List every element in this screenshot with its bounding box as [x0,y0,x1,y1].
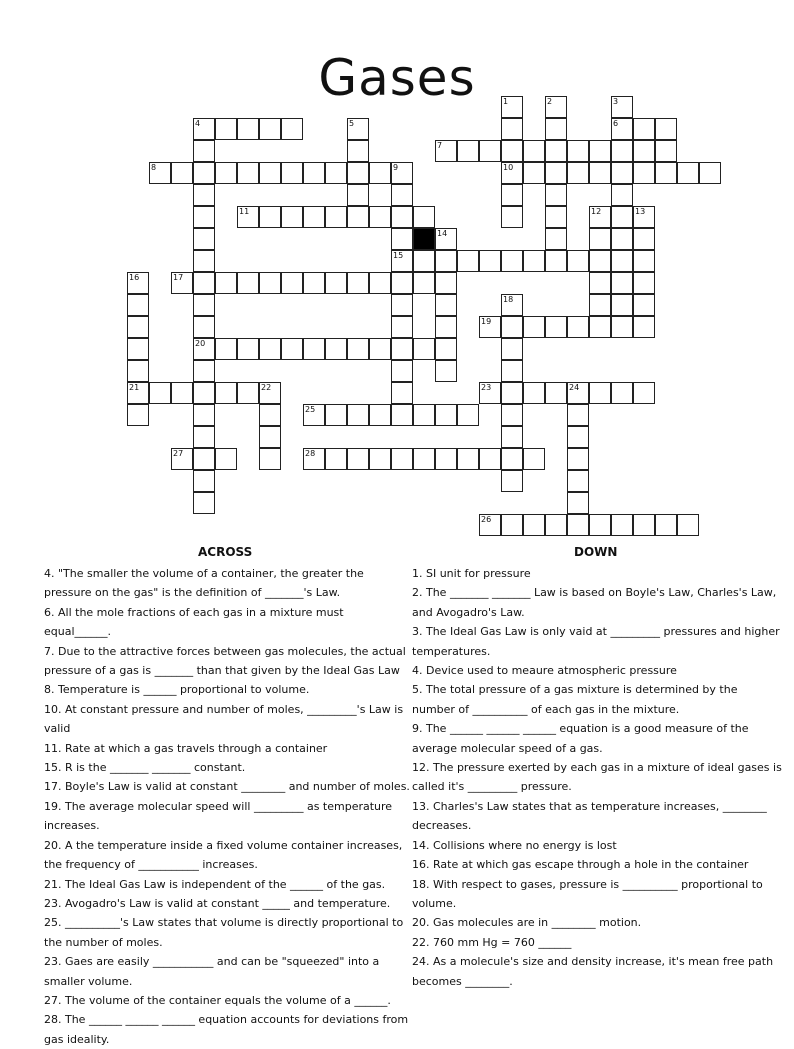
crossword-cell[interactable] [611,294,633,316]
crossword-cell[interactable] [347,272,369,294]
crossword-cell[interactable] [545,118,567,140]
crossword-cell[interactable] [215,272,237,294]
down-clue: 16. Rate at which gas escape through a hole in the container [412,858,749,872]
clue-number: 20 [195,339,206,348]
crossword-cell[interactable] [325,162,347,184]
crossword-cell[interactable] [281,206,303,228]
crossword-cell[interactable] [611,162,633,184]
crossword-cell[interactable] [633,272,655,294]
crossword-cell[interactable] [347,338,369,360]
crossword-cell[interactable] [325,448,347,470]
crossword-cell[interactable] [215,162,237,184]
crossword-cell[interactable] [479,140,501,162]
crossword-cell[interactable] [633,250,655,272]
crossword-cell[interactable] [413,206,435,228]
down-clues [412,564,782,991]
crossword-cell[interactable] [303,162,325,184]
crossword-cell[interactable] [677,162,699,184]
across-clue: 7. Due to the attractive forces between gas molecules, the actual pressure of a gas is _______ than that given by the Ideal Gas Law [44,644,406,678]
crossword-cell[interactable] [501,184,523,206]
crossword-cell[interactable] [347,448,369,470]
down-clue: 5. The total pressure of a gas mixture is determined by the number of __________ of each gas in the mixture. [412,683,738,716]
crossword-cell[interactable] [633,228,655,250]
clue-number: 17 [173,273,184,282]
crossword-cell[interactable] [391,382,413,404]
crossword-cell[interactable] [215,382,237,404]
crossword-cell[interactable] [237,162,259,184]
blocked-cell [413,228,435,250]
across-clue: 27. The volume of the container equals the volume of a ______. [44,993,391,1007]
clue-number: 23 [481,383,492,392]
crossword-cell[interactable] [611,140,633,162]
crossword-cell[interactable] [391,294,413,316]
crossword-cell[interactable] [237,338,259,360]
crossword-cell[interactable] [435,250,457,272]
clue-number: 4 [195,119,201,128]
crossword-cell[interactable] [193,360,215,382]
crossword-cell[interactable] [435,338,457,360]
crossword-cell[interactable] [193,448,215,470]
clue-number: 8 [151,163,157,172]
crossword-cell[interactable] [589,162,611,184]
clue-number: 1 [503,97,509,106]
crossword-cell[interactable] [391,184,413,206]
clue-number: 14 [437,229,448,238]
crossword-cell[interactable] [523,162,545,184]
across-clue: 23. Avogadro's Law is valid at constant _____ and temperature. [44,896,391,910]
crossword-cell[interactable] [501,118,523,140]
crossword-cell[interactable] [127,338,149,360]
crossword-cell[interactable] [413,448,435,470]
crossword-cell[interactable] [259,426,281,448]
down-heading: DOWN [574,545,618,559]
crossword-cell[interactable] [281,338,303,360]
crossword-cell[interactable] [655,514,677,536]
crossword-cell[interactable] [567,140,589,162]
crossword-cell[interactable] [127,294,149,316]
crossword-cell[interactable] [259,404,281,426]
crossword-cell[interactable] [611,514,633,536]
crossword-cell[interactable] [391,338,413,360]
clue-number: 7 [437,141,443,150]
crossword-cell[interactable] [523,382,545,404]
crossword-cell[interactable] [193,206,215,228]
crossword-cell[interactable] [611,382,633,404]
across-clue: 11. Rate at which a gas travels through a container [44,741,328,755]
crossword-cell[interactable] [501,206,523,228]
down-clue: 20. Gas molecules are in ________ motion. [412,916,642,930]
crossword-cell[interactable] [611,184,633,206]
crossword-cell[interactable] [171,162,193,184]
crossword-cell[interactable] [589,272,611,294]
clue-number: 22 [261,383,272,392]
crossword-cell[interactable] [347,184,369,206]
crossword-cell[interactable] [567,470,589,492]
crossword-cell[interactable] [347,162,369,184]
crossword-cell[interactable] [611,316,633,338]
crossword-cell[interactable] [545,250,567,272]
crossword-cell[interactable] [193,140,215,162]
crossword-cell[interactable] [589,140,611,162]
down-clue: 12. The pressure exerted by each gas in a mixture of ideal gases is called it's _________ pressure. [412,761,782,794]
crossword-cell[interactable] [325,404,347,426]
crossword-cell[interactable] [567,514,589,536]
crossword-cell[interactable] [589,316,611,338]
crossword-cell[interactable] [545,316,567,338]
crossword-cell[interactable] [303,338,325,360]
crossword-cell[interactable] [523,250,545,272]
crossword-cell[interactable] [655,162,677,184]
crossword-cell[interactable] [633,162,655,184]
clue-number: 28 [305,449,316,458]
down-clue: 1. SI unit for pressure [412,567,531,580]
clue-number: 26 [481,515,492,524]
across-heading: ACROSS [198,545,253,559]
crossword-cell[interactable] [633,382,655,404]
across-clue: 23. Gaes are easily ___________ and can be "squeezed" into a smaller volume. [44,955,380,988]
crossword-cell[interactable] [589,382,611,404]
crossword-cell[interactable] [567,250,589,272]
clue-number: 5 [349,119,355,128]
crossword-cell[interactable] [435,404,457,426]
crossword-cell[interactable] [127,316,149,338]
clue-number: 15 [393,251,404,260]
crossword-cell[interactable] [281,118,303,140]
crossword-cell[interactable] [369,206,391,228]
crossword-cell[interactable] [259,272,281,294]
crossword-cell[interactable] [457,250,479,272]
crossword-cell[interactable] [633,294,655,316]
crossword-cell[interactable] [127,404,149,426]
crossword-cell[interactable] [193,404,215,426]
clue-number: 16 [129,273,140,282]
clue-number: 2 [547,97,553,106]
crossword-cell[interactable] [193,316,215,338]
crossword-cell[interactable] [391,360,413,382]
across-clue: 20. A the temperature inside a fixed volume container increases, the frequency of ___________ increases. [44,838,403,872]
crossword-cell[interactable] [501,404,523,426]
crossword-cell[interactable] [435,316,457,338]
crossword-cell[interactable] [193,184,215,206]
down-clue: 4. Device used to meaure atmospheric pressure [412,664,677,678]
down-clue: 3. The Ideal Gas Law is only vaid at _________ pressures and higher temperatures. [412,625,780,658]
crossword-cell[interactable] [501,514,523,536]
crossword-cell[interactable] [589,294,611,316]
crossword-cell[interactable] [193,426,215,448]
crossword-cell[interactable] [545,140,567,162]
crossword-cell[interactable] [259,118,281,140]
crossword-cell[interactable] [413,338,435,360]
crossword-cell[interactable] [567,492,589,514]
crossword-cell[interactable] [259,206,281,228]
crossword-cell[interactable] [369,162,391,184]
crossword-cell[interactable] [435,272,457,294]
crossword-cell[interactable] [193,272,215,294]
crossword-cell[interactable] [655,118,677,140]
down-clue: 14. Collisions where no energy is lost [412,838,617,852]
clue-number: 11 [239,207,250,216]
clue-number: 18 [503,295,514,304]
crossword-cell[interactable] [215,448,237,470]
crossword-cell[interactable] [545,382,567,404]
crossword-cell[interactable] [369,404,391,426]
crossword-cell[interactable] [347,404,369,426]
crossword-cell[interactable] [545,184,567,206]
crossword-cell[interactable] [501,382,523,404]
crossword-cell[interactable] [655,140,677,162]
crossword-cell[interactable] [193,470,215,492]
crossword-cell[interactable] [457,448,479,470]
crossword-cell[interactable] [699,162,721,184]
across-clue: 4. "The smaller the volume of a container, the greater the pressure on the gas" is the definition of _______'s Law. [44,567,364,600]
crossword-cell[interactable] [193,294,215,316]
clue-number: 24 [569,383,580,392]
crossword-cell[interactable] [435,294,457,316]
across-clue: 21. The Ideal Gas Law is independent of the ______ of the gas. [44,877,386,891]
crossword-cell[interactable] [567,316,589,338]
crossword-cell[interactable] [589,228,611,250]
crossword-cell[interactable] [435,448,457,470]
crossword-cell[interactable] [325,338,347,360]
crossword-cell[interactable] [633,140,655,162]
down-clue: 24. As a molecule's size and density increase, it's mean free path becomes ________. [412,955,774,988]
crossword-cell[interactable] [259,338,281,360]
across-clue: 8. Temperature is ______ proportional to volume. [44,683,310,697]
crossword-cell[interactable] [523,140,545,162]
crossword-cell[interactable] [149,382,171,404]
clue-number: 10 [503,163,514,172]
crossword-cell[interactable] [523,316,545,338]
down-clue: 18. With respect to gases, pressure is __________ proportional to volume. [412,877,763,910]
down-clue: 22. 760 mm Hg = 760 ______ [412,935,572,949]
across-clue: 15. R is the _______ _______ constant. [44,761,246,775]
crossword-cell[interactable] [281,162,303,184]
crossword-cell[interactable] [501,426,523,448]
crossword-cell[interactable] [611,250,633,272]
crossword-cell[interactable] [369,448,391,470]
crossword-cell[interactable] [523,514,545,536]
clue-number: 6 [613,119,619,128]
crossword-cell[interactable] [589,514,611,536]
across-clue: 28. The ______ ______ ______ equation accounts for deviations from gas ideality. [44,1013,409,1046]
crossword-cell[interactable] [501,316,523,338]
down-clue: 13. Charles's Law states that as temperature increases, ________ decreases. [412,799,767,833]
crossword-cell[interactable] [259,162,281,184]
crossword-cell[interactable] [567,162,589,184]
crossword-cell[interactable] [479,448,501,470]
across-clue: 17. Boyle's Law is valid at constant ________ and number of moles. [44,780,410,794]
crossword-cell[interactable] [545,514,567,536]
clue-number: 3 [613,97,619,106]
crossword-cell[interactable] [611,228,633,250]
clue-number: 19 [481,317,492,326]
crossword-cell[interactable] [611,272,633,294]
crossword-cell[interactable] [127,360,149,382]
crossword-cell[interactable] [413,404,435,426]
crossword-cell[interactable] [457,140,479,162]
across-clue: 19. The average molecular speed will _________ as temperature increases. [44,799,393,833]
crossword-cell[interactable] [391,206,413,228]
crossword-cell[interactable] [193,250,215,272]
crossword-cell[interactable] [677,514,699,536]
crossword-cell[interactable] [193,492,215,514]
across-clue: 10. At constant pressure and number of moles, _________'s Law is valid [44,702,404,736]
crossword-cell[interactable] [303,206,325,228]
clue-number: 27 [173,449,184,458]
page-title: Gases [318,49,476,107]
crossword-cell[interactable] [567,426,589,448]
crossword-cell[interactable] [523,448,545,470]
clue-number: 9 [393,163,399,172]
clue-number: 21 [129,383,140,392]
clue-number: 25 [305,405,316,414]
crossword-cell[interactable] [237,382,259,404]
crossword-cell[interactable] [215,118,237,140]
clue-number: 13 [635,207,646,216]
crossword-cell[interactable] [391,272,413,294]
crossword-cell[interactable] [193,162,215,184]
across-clue: 6. All the mole fractions of each gas in a mixture must equal______. [44,605,344,639]
crossword-cell[interactable] [457,404,479,426]
crossword-cell[interactable] [567,404,589,426]
crossword-cell[interactable] [545,162,567,184]
crossword-cell[interactable] [545,228,567,250]
crossword-cell[interactable] [589,250,611,272]
crossword-cell[interactable] [435,360,457,382]
crossword-cell[interactable] [303,272,325,294]
crossword-cell[interactable] [391,228,413,250]
crossword-cell[interactable] [369,272,391,294]
crossword-cell[interactable] [171,382,193,404]
crossword-cell[interactable] [215,338,237,360]
across-clue: 25. __________'s Law states that volume is directly proportional to the number of moles. [44,916,404,949]
crossword-cell[interactable] [347,140,369,162]
crossword-cell[interactable] [237,118,259,140]
crossword-cell[interactable] [633,514,655,536]
crossword-cell[interactable] [545,206,567,228]
crossword-cell[interactable] [567,448,589,470]
crossword-cell[interactable] [501,250,523,272]
crossword-cell[interactable] [347,206,369,228]
crossword-cell[interactable] [259,448,281,470]
crossword-cell[interactable] [413,272,435,294]
clue-number: 12 [591,207,602,216]
crossword-cell[interactable] [501,448,523,470]
crossword-cell[interactable] [479,250,501,272]
crossword-cell[interactable] [325,272,347,294]
crossword-cell[interactable] [633,316,655,338]
crossword-cell[interactable] [325,206,347,228]
crossword-cell[interactable] [501,140,523,162]
crossword-cell[interactable] [369,338,391,360]
crossword-cell[interactable] [391,316,413,338]
crossword-cell[interactable] [501,470,523,492]
crossword-cell[interactable] [633,118,655,140]
crossword-cell[interactable] [413,250,435,272]
crossword-cell[interactable] [501,338,523,360]
crossword-cell[interactable] [281,272,303,294]
crossword-cell[interactable] [611,206,633,228]
down-clue: 9. The ______ ______ ______ equation is a good measure of the average molecular speed of a gas. [412,722,749,755]
crossword-cell[interactable] [391,448,413,470]
crossword-cell[interactable] [391,404,413,426]
across-clues [44,564,414,1049]
crossword-cell[interactable] [501,360,523,382]
down-clue: 2. The _______ _______ Law is based on Boyle's Law, Charles's Law, and Avogadro's Law. [412,586,777,619]
crossword-cell[interactable] [237,272,259,294]
crossword-cell[interactable] [193,228,215,250]
crossword-cell[interactable] [193,382,215,404]
